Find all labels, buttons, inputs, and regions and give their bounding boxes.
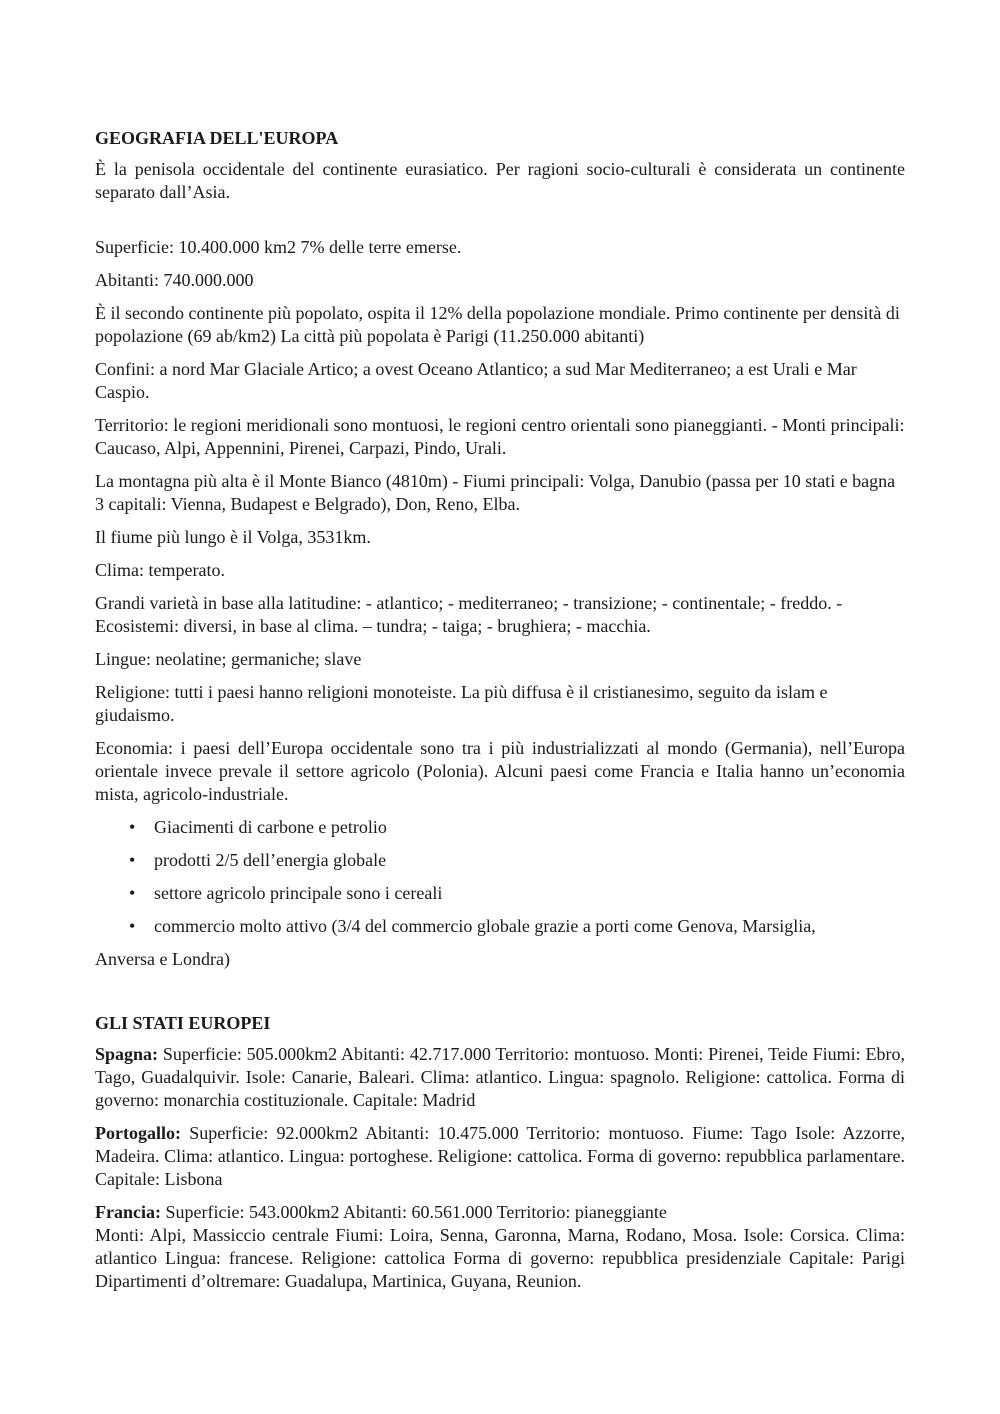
paragraph-popolazione: È il secondo continente più popolato, ospita il 12% della popolazione mondiale. Primo continente per densità di popolazione (69 ab/km2) La città più popolata è Parigi (11.250.000 abitanti) [95,303,900,346]
paragraph-fiume-lungo: Il fiume più lungo è il Volga, 3531km. [95,527,371,547]
list-item-text: settore agricolo principale sono i cereali [154,883,443,903]
list-item-text: commercio molto attivo (3/4 del commercio globale grazie a porti come Genova, Marsiglia, [154,916,816,936]
state-first-line [95,1201,905,1224]
list-item [95,915,905,938]
list-item [95,816,905,839]
state-name: Portogallo: [95,1123,181,1143]
bullet-icon: • [129,883,136,903]
section-title-geografia: GEOGRAFIA DELL'EUROPA [95,128,339,148]
document-page [95,127,905,1303]
paragraph-varieta: Grandi varietà in base alla latitudine: - atlantico; - mediterraneo; - transizione; - continentale; - freddo. - Ecosistemi: diversi, in base al clima. – tundra; - taiga; - brughiera; - macchia. [95,593,843,636]
list-item [95,882,905,905]
state-name: Spagna: [95,1044,159,1064]
list-item [95,849,905,872]
paragraph-clima: Clima: temperato. [95,560,225,580]
paragraph-superficie: Superficie: 10.400.000 km2 7% delle terre emerse. [95,237,462,257]
paragraph-abitanti: Abitanti: 740.000.000 [95,270,254,290]
section-title-stati: GLI STATI EUROPEI [95,1013,271,1033]
paragraph-religione: Religione: tutti i paesi hanno religioni monoteiste. La più diffusa è il cristianesimo, seguito da islam e giudaismo. [95,682,828,725]
state-text: Superficie: 543.000km2 Abitanti: 60.561.000 Territorio: pianeggiante [165,1202,667,1222]
paragraph-territorio: Territorio: le regioni meridionali sono montuosi, le regioni centro orientali sono pianeggianti. - Monti principali: Caucaso, Alpi, Appennini, Pirenei, Carpazi, Pindo, Urali. [95,415,905,458]
economy-bullet-list [95,816,905,938]
bullet-icon: • [129,850,136,870]
state-text-continuation: Monti: Alpi, Massiccio centrale Fiumi: Loira, Senna, Garonna, Marna, Rodano, Mosa. Isole: Corsica. Clima: atlantico Lingua: francese. Religione: cattolica Forma di governo: repubblica presidenziale Capitale: Parigi Dipartimenti d’oltremare: Guadalupa, Martinica, Guyana, Reunion. [95,1225,905,1291]
paragraph-lingue: Lingue: neolatine; germaniche; slave [95,649,362,669]
list-item-text: Giacimenti di carbone e petrolio [154,817,387,837]
state-paragraph-spagna [95,1043,905,1112]
state-paragraph-francia [95,1201,905,1293]
bullet-icon: • [129,916,136,936]
list-item-text: prodotti 2/5 dell’energia globale [154,850,387,870]
paragraph-economia: Economia: i paesi dell’Europa occidentale sono tra i più industrializzati al mondo (Germania), nell’Europa orientale invece prevale il settore agricolo (Polonia). Alcuni paesi come Francia e Italia hanno un’economia mista, agricolo-industriale. [95,738,905,804]
intro-paragraph: È la penisola occidentale del continente eurasiatico. Per ragioni socio-culturali è considerata un continente separato dall’Asia. [95,159,905,202]
state-text: Superficie: 92.000km2 Abitanti: 10.475.000 Territorio: montuoso. Fiume: Tago Isole: Azzorre, Madeira. Clima: atlantico. Lingua: portoghese. Religione: cattolica. Forma di governo: repubblica parlamentare. Capitale: Lisbona [95,1123,905,1189]
paragraph-confini: Confini: a nord Mar Glaciale Artico; a ovest Oceano Atlantico; a sud Mar Mediterraneo; a est Urali e Mar Caspio. [95,359,857,402]
paragraph-montagna-fiumi: La montagna più alta è il Monte Bianco (4810m) - Fiumi principali: Volga, Danubio (passa per 10 stati e bagna 3 capitali: Vienna, Budapest e Belgrado), Don, Reno, Elba. [95,471,896,514]
state-name: Francia: [95,1202,161,1222]
state-text: Superficie: 505.000km2 Abitanti: 42.717.000 Territorio: montuoso. Monti: Pirenei, Teide Fiumi: Ebro, Tago, Guadalquivir. Isole: Canarie, Baleari. Clima: atlantico. Lingua: spagnolo. Religione: cattolica. Forma di governo: monarchia costituzionale. Capitale: Madrid [95,1044,905,1110]
bullet-continuation: Anversa e Londra) [95,949,230,969]
state-paragraph-portogallo [95,1122,905,1191]
bullet-icon: • [129,817,136,837]
